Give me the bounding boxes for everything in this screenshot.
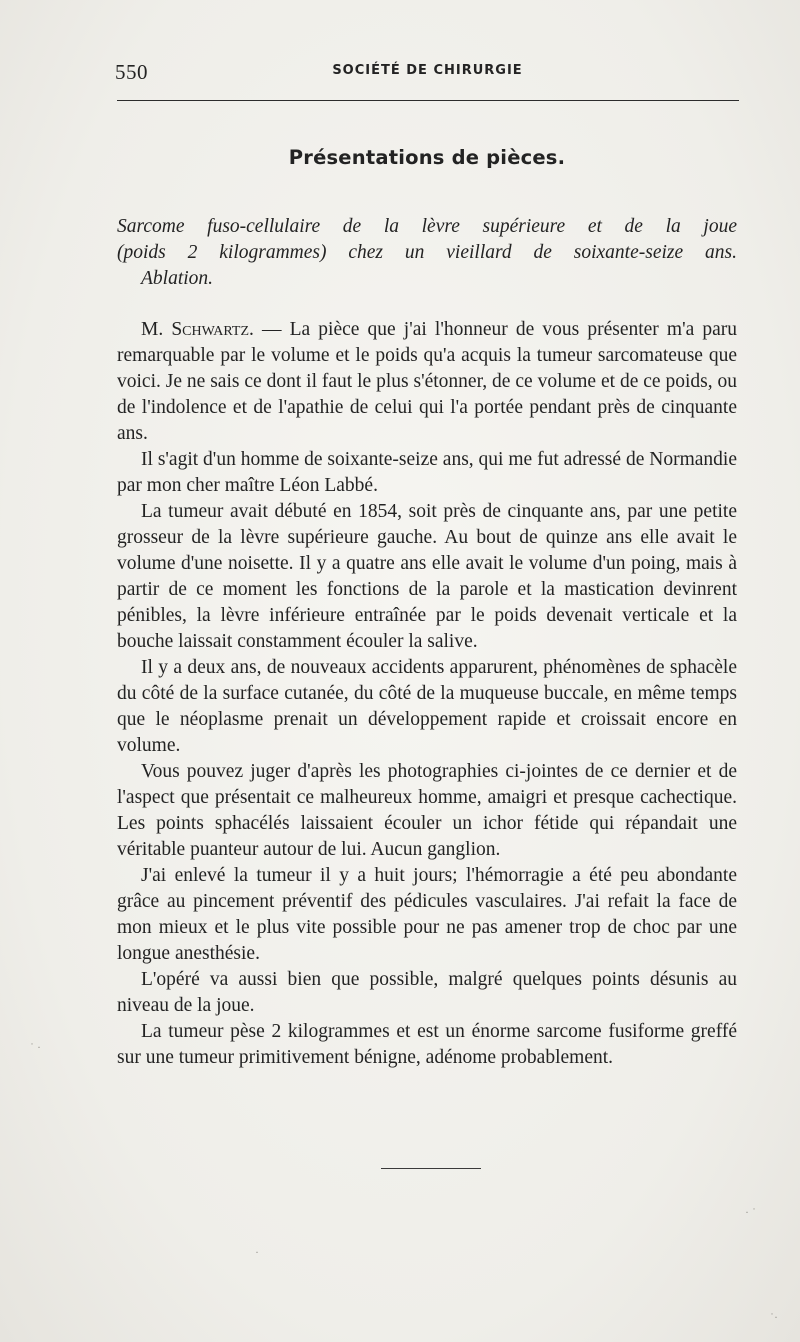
paragraph — [117, 317, 737, 447]
article-subtitle — [117, 214, 737, 292]
paper-speck: · — [255, 1245, 259, 1259]
paper-speck: ˙· — [770, 1310, 778, 1324]
subtitle-line: Ablation. — [141, 268, 214, 289]
section-title: Présentations de pièces. — [288, 146, 566, 169]
article-body — [117, 317, 737, 1071]
paragraph: Il y a deux ans, de nouveaux accidents apparurent, phénomènes de sphacèle du côté de la surface cutanée, du côté de la muqueuse buccale, en même temps que le néoplasme prenait un développement rapide et croissait encore en volume. — [117, 657, 737, 756]
journal-title: SOCIÉTÉ DE CHIRURGIE — [332, 63, 523, 78]
paragraph-text: — La pièce que j'ai l'honneur de vous présenter m'a paru remarquable par le volume et le poids qu'a acquis la tumeur sarcomateuse que voici. Je ne sais ce dont il faut le plus s'étonner, de ce volume et de ce poids, ou de l'indolence et de l'apathie de celui qui l'a portée pendant près de cinquante ans. — [117, 319, 737, 444]
author-name: M. Schwartz. — [141, 319, 254, 340]
subtitle-line: (poids 2 kilogrammes) chez un vieillard de soixante-seize ans. — [117, 242, 737, 263]
subtitle-line: Sarcome fuso-cellulaire de la lèvre supérieure et de la joue — [117, 216, 737, 237]
header-rule — [117, 100, 739, 101]
paragraph: Vous pouvez juger d'après les photographies ci-jointes de ce dernier et de l'aspect que présentait ce malheureux homme, amaigri et presque cachectique. Les points sphacélés laissaient écouler un ichor fétide qui répandait une véritable puanteur autour de lui. Aucun ganglion. — [117, 761, 737, 860]
running-head — [115, 60, 740, 84]
paper-speck: · ˙ — [745, 1205, 756, 1219]
paragraph: J'ai enlevé la tumeur il y a huit jours; l'hémorragie a été peu abondante grâce au pincement préventif des pédicules vasculaires. J'ai refait la face de mon mieux et le plus vite possible pour ne pas amener trop de choc par une longue anesthésie. — [117, 865, 737, 964]
page-number: 550 — [115, 60, 148, 84]
paragraph: L'opéré va aussi bien que possible, malgré quelques points désunis au niveau de la joue. — [117, 969, 737, 1016]
paragraph: La tumeur pèse 2 kilogrammes et est un énorme sarcome fusiforme greffé sur une tumeur primitivement bénigne, adénome probablement. — [117, 1021, 737, 1068]
paragraph: Il s'agit d'un homme de soixante-seize ans, qui me fut adressé de Normandie par mon cher maître Léon Labbé. — [117, 449, 737, 496]
end-rule — [381, 1168, 481, 1169]
paper-speck: ˙ · — [30, 1040, 41, 1054]
paragraph: La tumeur avait débuté en 1854, soit près de cinquante ans, par une petite grosseur de la lèvre supérieure gauche. Au bout de quinze ans elle avait le volume d'une noisette. Il y a quatre ans elle avait le volume d'un poing, mais à partir de ce moment les fonctions de la parole et la mastication devinrent pénibles, la lèvre inférieure entraînée par le poids devenait verticale et la bouche laissait constamment écouler la salive. — [117, 501, 737, 652]
